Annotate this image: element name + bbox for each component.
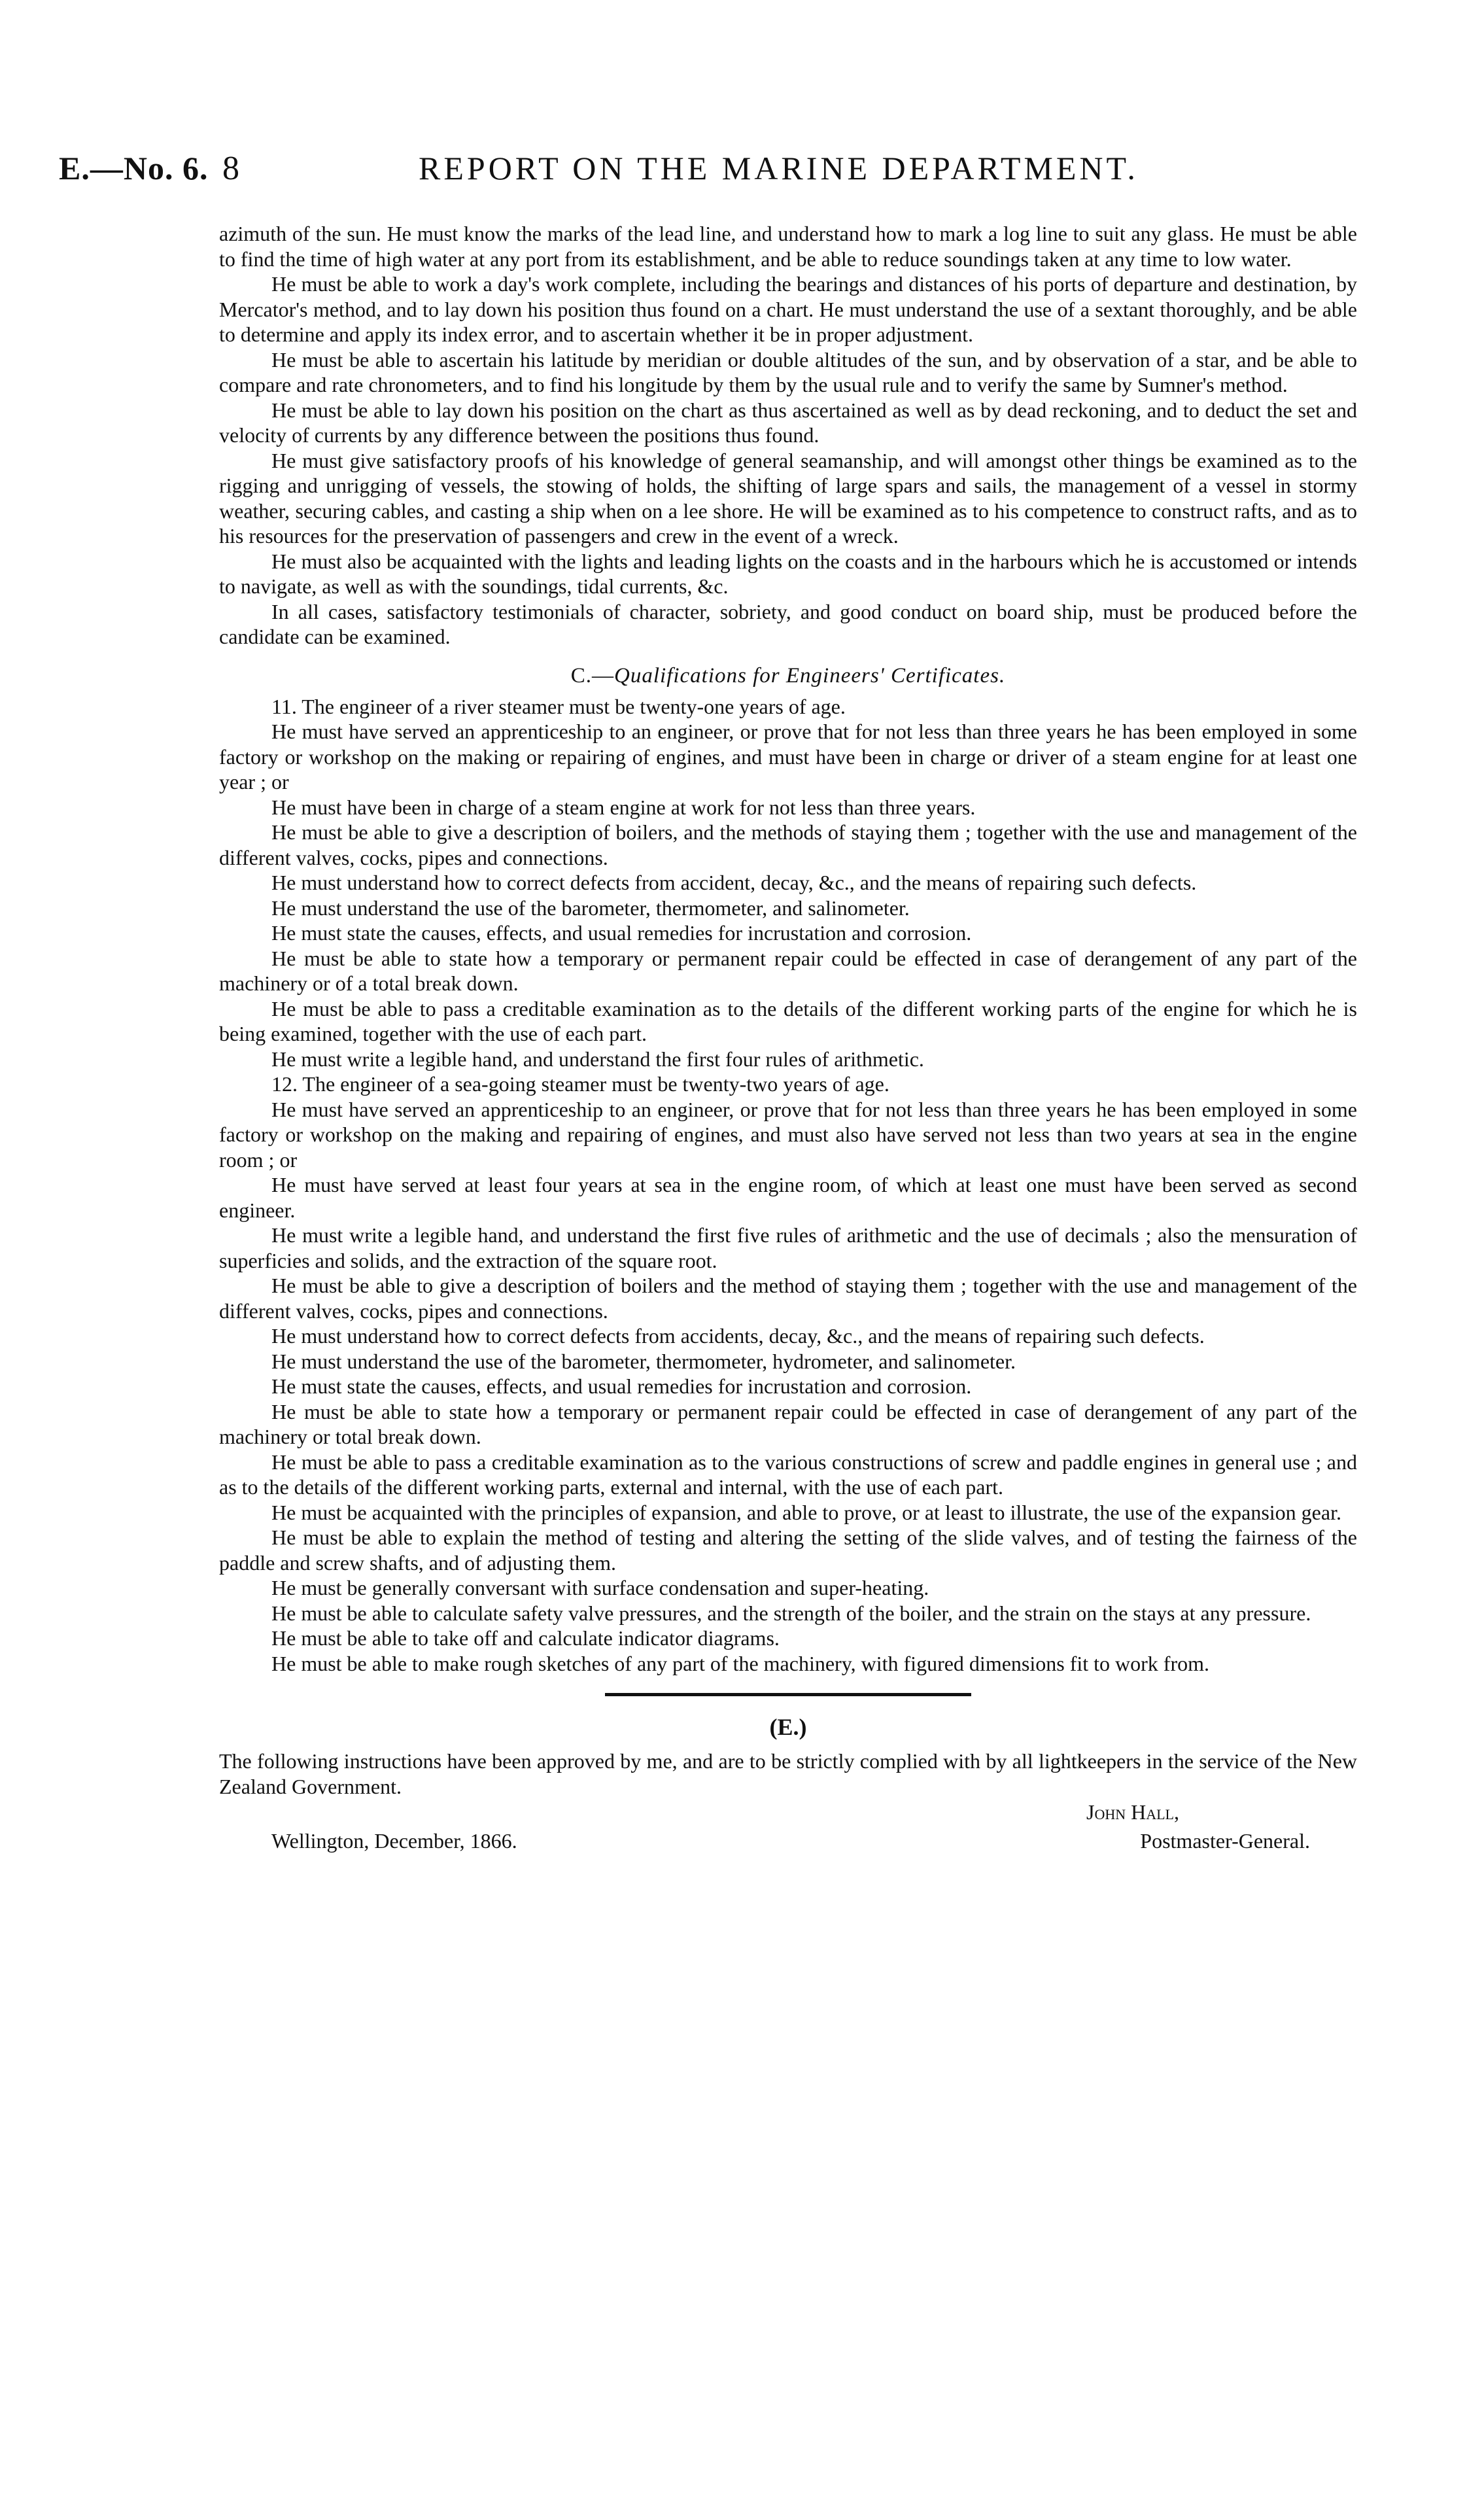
paragraph: 12. The engineer of a sea-going steamer must be twenty-two years of age.	[271, 1072, 889, 1096]
paragraph: He must be generally conversant with surface condensation and super-heating.	[271, 1576, 929, 1599]
paragraph: He must be able to ascertain his latitude by meridian or double altitudes of the sun, and by observation of a star, and be able to compare and rate chronometers, and to find his longitude by them by the usual rule and to verify the same by Sumner's method.	[219, 347, 1357, 396]
paragraph: He must give satisfactory proofs of his knowledge of general seamanship, and will amongst other things be examined as to the rigging and unrigging of vessels, the stowing of holds, the shifting of large spars and sails, the management of a vessel in stormy weather, securing cables, and casting a ship when on a lee shore. He will be examined as to his competence to construct rafts, and as to his resources for the preservation of passengers and crew in the event of a wreck.	[219, 448, 1357, 548]
paragraph: He must write a legible hand, and understand the first five rules of arithmetic and the use of decimals ; also the mensuration of superficies and solids, and the extraction of the square root.	[219, 1223, 1357, 1272]
paragraph: He must state the causes, effects, and usual remedies for incrustation and corrosion.	[271, 921, 972, 945]
section-heading-e: (E.)	[769, 1714, 807, 1740]
paragraph: He must have served an apprenticeship to an engineer, or prove that for not less than three years he has been employed in some factory or workshop on the making and repairing of engines, and must also have served not less than two years at sea in the engine room ; or	[219, 1097, 1357, 1172]
place-and-date: Wellington, December, 1866.	[271, 1829, 517, 1853]
page-body	[219, 221, 1357, 1877]
paragraph: He must be able to make rough sketches of any part of the machinery, with figured dimensions fit to work from.	[271, 1651, 1209, 1675]
paragraph: He must understand how to correct defects from accidents, decay, &c., and the means of repairing such defects.	[271, 1324, 1205, 1348]
document-reference: E.—No. 6.	[59, 150, 209, 186]
paragraph: He must be able to lay down his position on the chart as thus ascertained as well as by dead reckoning, and to deduct the set and velocity of currents by any difference between the positions thus found.	[219, 398, 1357, 447]
signature-name: John Hall,	[1086, 1800, 1179, 1824]
paragraph: He must be able to state how a temporary or permanent repair could be effected in case of derangement of any part of the machinery or of a total break down.	[219, 946, 1357, 995]
paragraph: 11. The engineer of a river steamer must be twenty-one years of age.	[271, 694, 846, 718]
paragraph: He must be able to give a description of boilers, and the methods of staying them ; together with the use and management of the different valves, cocks, pipes and connections.	[219, 820, 1357, 869]
paragraph: He must have been in charge of a steam engine at work for not less than three years.	[271, 795, 976, 819]
paragraph: He must be able to work a day's work complete, including the bearings and distances of his ports of departure and destination, by Mercator's method, and to lay down his position thus found on a chart. He must understand the use of a sextant thoroughly, and be able to determine and apply its index error, and to ascertain whether it be in proper adjustment.	[219, 272, 1357, 346]
paragraph: He must be able to give a description of boilers and the method of staying them ; together with the use and management of the different valves, cocks, pipes and connections.	[219, 1274, 1357, 1323]
paragraph: He must be able to pass a creditable examination as to the details of the different working parts of the engine for which he is being examined, together with the use of each part.	[219, 996, 1357, 1045]
running-title: REPORT ON THE MARINE DEPARTMENT.	[419, 150, 1139, 186]
section-heading-c	[219, 663, 1357, 689]
instructions-intro: The following instructions have been approved by me, and are to be strictly complied with by all lightkeepers in the service of the New Zealand Government.	[219, 1749, 1357, 1798]
paragraph: He must state the causes, effects, and usual remedies for incrustation and corrosion.	[271, 1374, 972, 1398]
paragraph: He must be able to take off and calculate indicator diagrams.	[271, 1626, 780, 1650]
paragraph: He must write a legible hand, and understand the first four rules of arithmetic.	[271, 1047, 924, 1071]
paragraph: He must understand the use of the barometer, thermometer, hydrometer, and salinometer.	[271, 1349, 1016, 1373]
paragraph: azimuth of the sun. He must know the marks of the lead line, and understand how to mark a log line to suit any glass. He must be able to find the time of high water at any port from its establishment, and be able to reduce soundings taken at any time to low water.	[219, 222, 1357, 271]
paragraph: He must understand the use of the barometer, thermometer, and salinometer.	[271, 896, 910, 920]
paragraph: He must be able to calculate safety valve pressures, and the strength of the boiler, and the strain on the stays at any pressure.	[271, 1601, 1311, 1625]
paragraph: He must be able to pass a creditable examination as to the various constructions of screw and paddle engines in general use ; and as to the details of the different working parts, external and internal, with the use of each part.	[219, 1450, 1357, 1499]
paragraph: In all cases, satisfactory testimonials of character, sobriety, and good conduct on board ship, must be produced before the candidate can be examined.	[219, 599, 1357, 648]
paragraph: He must be acquainted with the principles of expansion, and able to prove, or at least to illustrate, the use of the expansion gear.	[271, 1500, 1341, 1524]
paragraph: He must understand how to correct defects from accident, decay, &c., and the means of repairing such defects.	[271, 871, 1197, 894]
signature-block	[219, 1799, 1357, 1877]
paragraph: He must have served at least four years at sea in the engine room, of which at least one must have been served as second engineer.	[219, 1173, 1357, 1222]
page-header	[0, 149, 1484, 201]
signature-title: Postmaster-General.	[1140, 1829, 1310, 1853]
paragraph: He must have served an apprenticeship to an engineer, or prove that for not less than three years he has been employed in some factory or workshop on the making or repairing of engines, and must have been in charge or driver of a steam engine for at least one year ; or	[219, 720, 1357, 793]
section-divider	[605, 1693, 971, 1696]
paragraph: He must be able to state how a temporary or permanent repair could be effected in case of derangement of any part of the machinery or total break down.	[219, 1399, 1357, 1448]
section-letter: C.—	[570, 663, 615, 688]
paragraph: He must be able to explain the method of testing and altering the setting of the slide valves, and of testing the fairness of the paddle and screw shafts, and of adjusting them.	[219, 1525, 1357, 1575]
paragraph: He must also be acquainted with the lights and leading lights on the coasts and in the harbours which he is accustomed or intends to navigate, as well as with the soundings, tidal currents, &c.	[219, 549, 1357, 598]
section-title: Qualifications for Engineers' Certificates.	[614, 663, 1006, 688]
page-number: 8	[222, 150, 239, 187]
